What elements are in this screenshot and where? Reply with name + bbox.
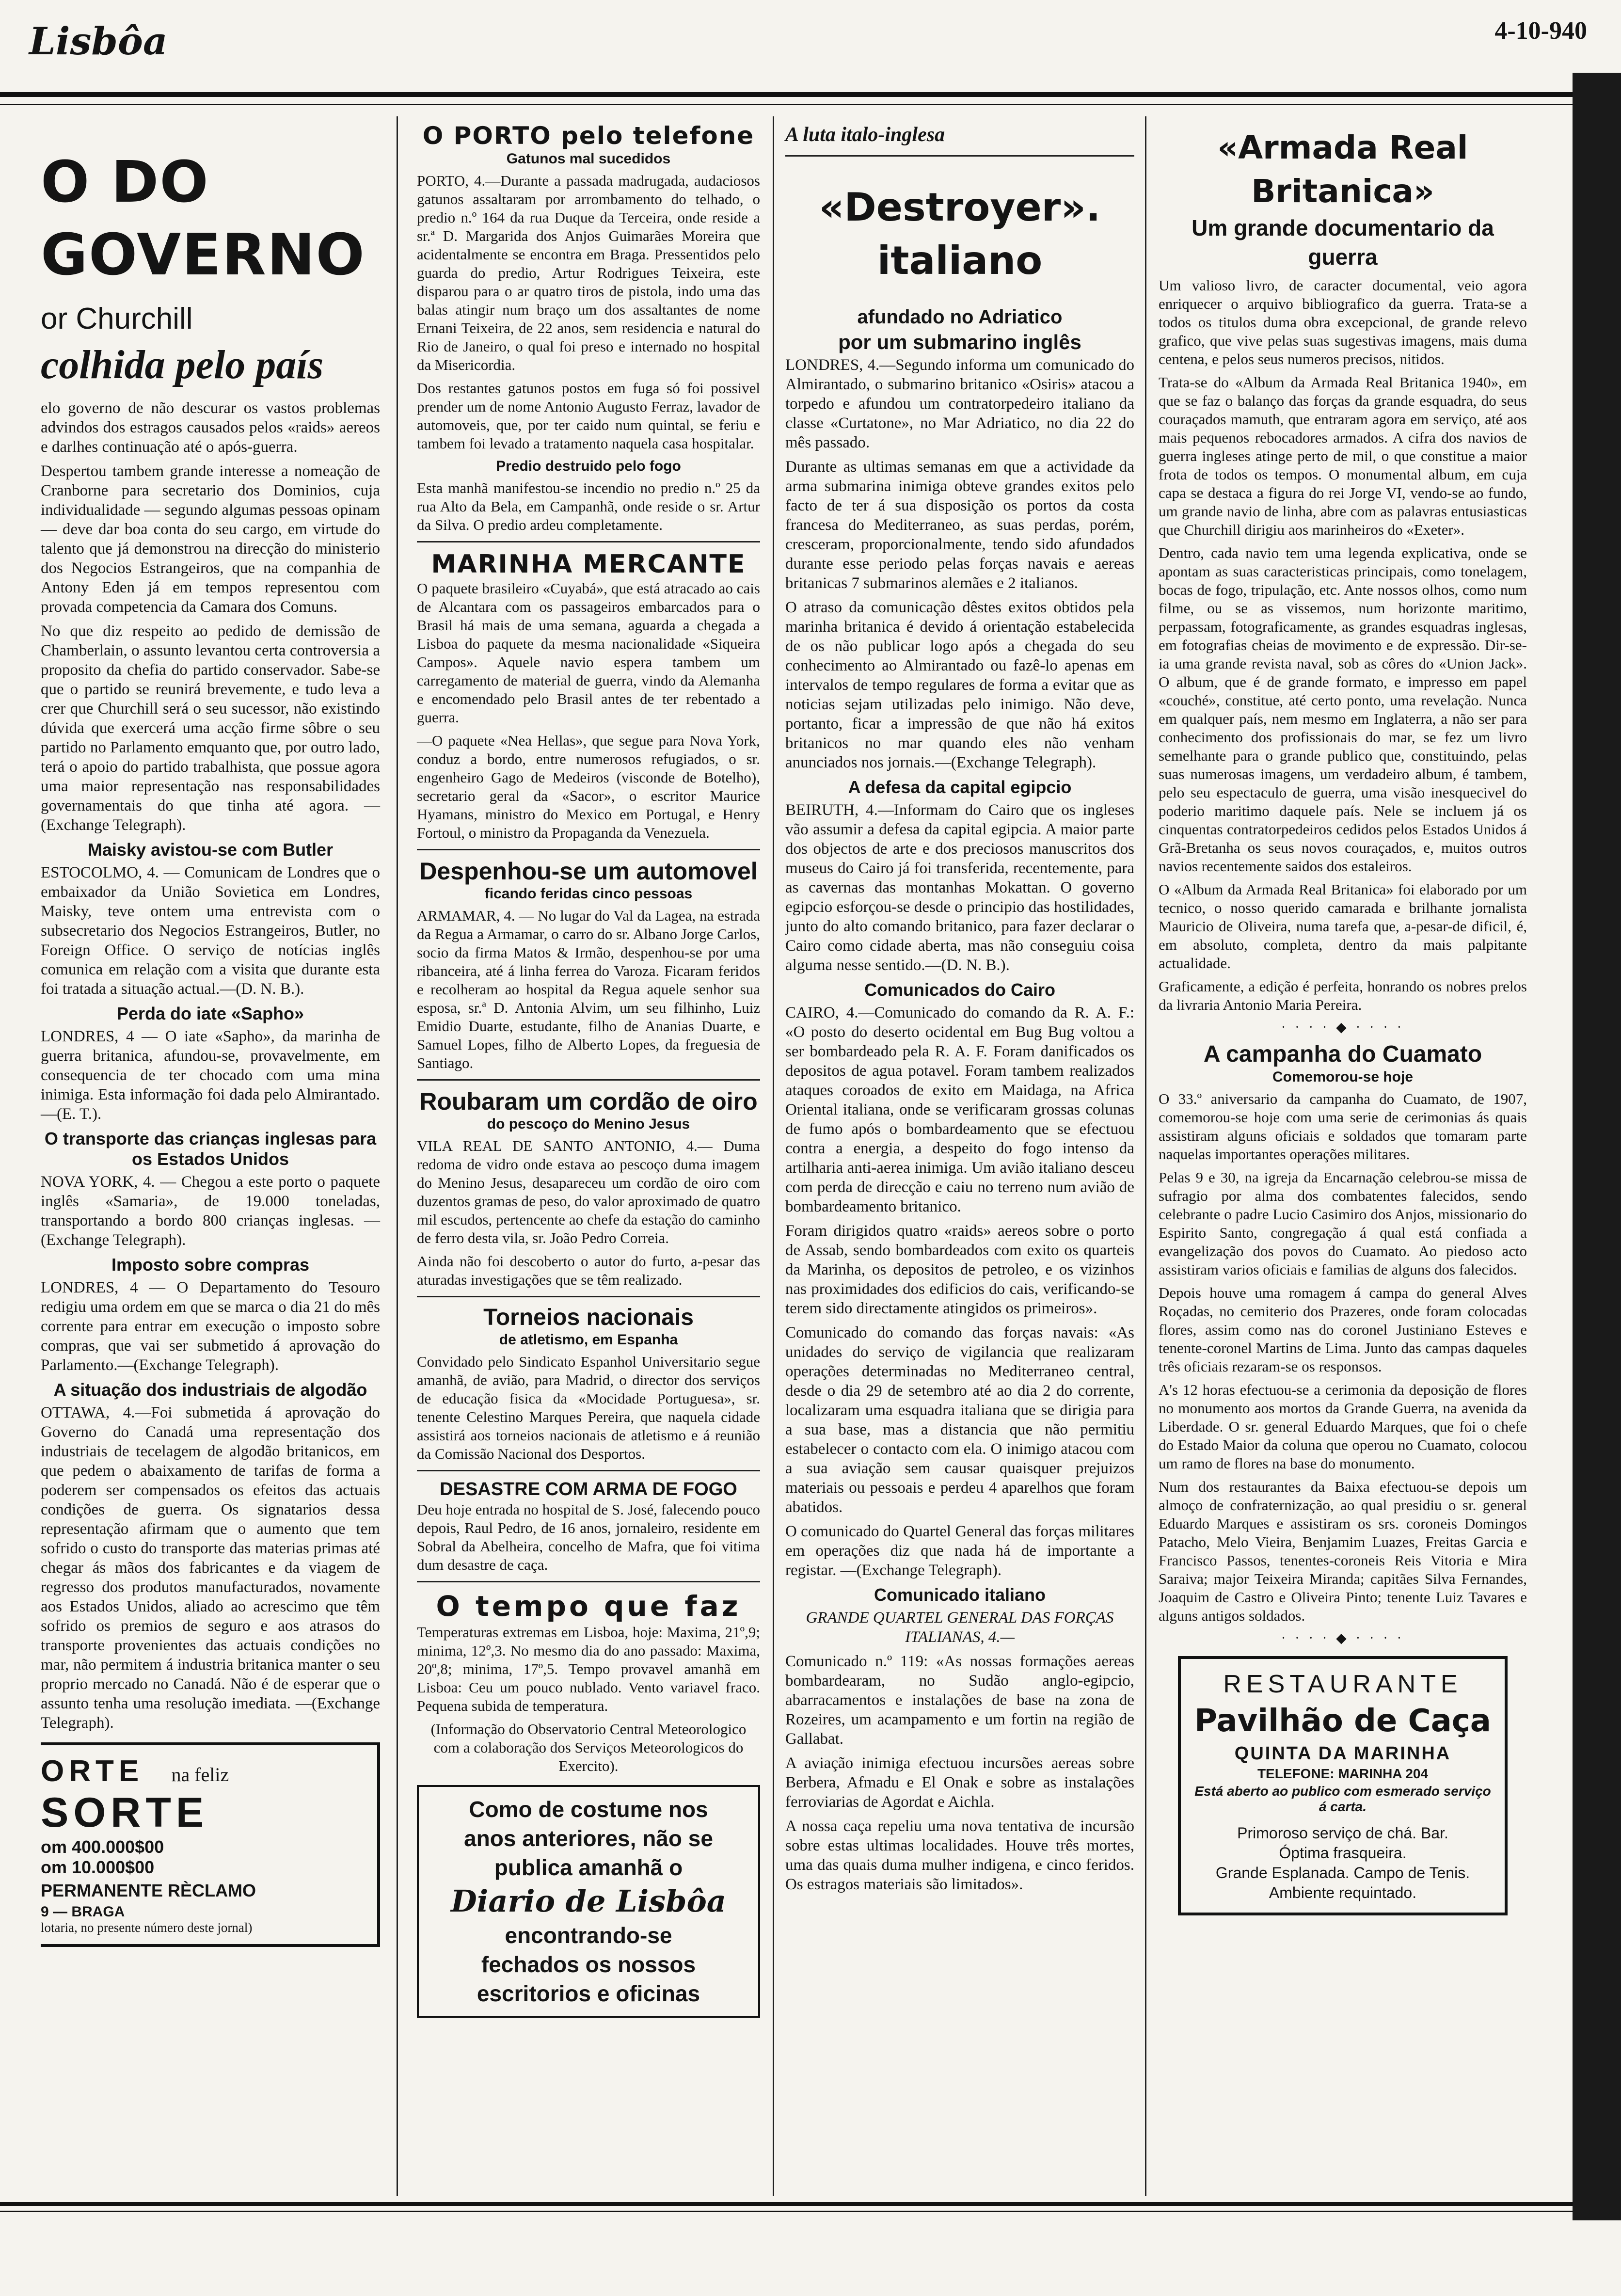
torneios-headline: Torneios nacionais [483, 1305, 694, 1330]
article-text: Dos restantes gatunos postos em fuga só foi possivel prender um de nome Antonio Augusto Ferraz, lavador de automoveis, que, por ter caido num quintal, se feriu e tambem foi levado a tratamento naquela casa hospitalar. [417, 380, 760, 452]
article-title: Perda do iate «Sapho» [116, 1004, 304, 1023]
article-text: ARMAMAR, 4. — No lugar do Val da Lagea, na estrada da Regua a Armamar, o carro do sr. Albano Jorge Carlos, socio da firma Matos & Irmão, despenhou-se por uma ribanceira, até á linha ferrea do Varoza. Ficaram feridos e recolheram ao hospital da Regua aquele senhor sua esposa, sr.ª D. Antonia Alvim, um seu filhinho, Luiz Emidio Duarte, estudante, filho de Ananias Duarte, e Samuel Lopes, filho de Alberto Lopes, da freguesia de Santiago. [417, 907, 760, 1071]
column-2 [417, 116, 760, 2018]
bottom-rule [0, 2202, 1573, 2206]
article-text: Trata-se do «Album da Armada Real Britanica 1940», em que se faz o balanço das forças da grande esquadra, do seus couraçados mamuth, que entraram agora em serviço, até aos mais pequenos rebocadores armados. A cifra dos navios de guerra ingleses atinge perto de mil, o que constitue a maior frota de todos os tempos. O monumental album, em cuja capa se destaca a figura do rei Jorge VI, vendo-se ao fundo, um grande navio de linha, abre com as palavras entusiasticas que Churchill dirigiu aos marinheiros do «Exeter». [1159, 374, 1527, 538]
article-text: Ainda não foi descoberto o autor do furto, a-pesar das aturadas investigações que se têm realizado. [417, 1253, 760, 1288]
lottery-ad-line: lotaria, no presente número deste jornal) [41, 1920, 253, 1935]
separator [417, 1296, 760, 1297]
article-title: Imposto sobre compras [111, 1255, 310, 1275]
article-text: LONDRES, 4 — O iate «Sapho», da marinha de guerra britanica, afundou-se, provavelmente, em consequencia de ter chocado com uma mina inimiga. Esta informação foi dada pelo Almirantado.—(E. T.). [41, 1028, 380, 1123]
separator [785, 155, 1134, 157]
lottery-ad-line: SORTE [41, 1789, 209, 1836]
bottom-rule-thin [0, 2211, 1573, 2212]
weather-source: (Informação do Observatorio Central Meteorologico com a colaboração dos Serviços Meteorologicos do Exercito). [430, 1721, 747, 1774]
restaurant-ad-line: Óptima frasqueira. [1279, 1844, 1407, 1862]
article-text: O 33.º aniversario da campanha do Cuamato, de 1907, comemorou-se hoje com uma serie de cerimonias ás quais assistiram alguns oficiais e soldados que tomaram parte naquelas importantes operações militares. [1159, 1090, 1527, 1163]
body-paragraph: No que diz respeito ao pedido de demissão de Chamberlain, o assunto levantou certa controversia a proposito da chefia do partido conservador. Sabe-se que o partido se reunirá brevemente, e tudo leva a crer que Churchill será o seu sucessor, não existindo dúvida que exercerá uma acção firme sôbre o seu partido no Parlamento emquanto que, por outro lado, terá o apoio do partido trabalhista, que possue agora uma maior representação nas responsabilidades governamentais do que tinha até agora. — (Exchange Telegraph). [41, 622, 380, 834]
separator [417, 849, 760, 850]
top-rule-thin [0, 104, 1573, 105]
page-edge-bar [1573, 73, 1621, 2220]
notice-line: anos anteriores, não se [464, 1826, 713, 1851]
article-text: Foram dirigidos quatro «raids» aereos sobre o porto de Assab, sendo bombardeados com exito os quarteis da Marinha, os depositos de petroleo, e os vizinhos nas proximidades dos edificios do cais, verificando-se terem sido directamente atingidos os primeiros». [785, 1222, 1134, 1317]
column-1 [41, 116, 380, 1947]
automovel-headline: Despenhou-se um automovel [419, 858, 758, 885]
body-paragraph: elo governo de não descurar os vastos problemas advindos dos estragos causados pelos «raids» aereos e darlhes continuação até o após-guerra. [41, 399, 380, 456]
article-text: VILA REAL DE SANTO ANTONIO, 4.— Duma redoma de vidro onde estava ao pescoço duma imagem do Menino Jesus, desapareceu um cordão de oiro com duzentos gramas de peso, do valor aproximado de quatro mil escudos, pertencente ao chefe da estação do caminho de ferro desta vila, sr. João Pedro Correia. [417, 1137, 760, 1246]
notice-line: fechados os nossos [481, 1952, 696, 1977]
article-text: Um valioso livro, de caracter documental, veio agora enriquecer o arquivo bibliografico da guerra. Trata-se a todos os titulos duma obra excepcional, de grande relevo grafico, que vive pelas suas sugestivas imagens, mais duma centena, e pelos seus numeros precisos, nitidos. [1159, 277, 1527, 367]
body-paragraph: Despertou tambem grande interesse a nomeação de Cranborne para secretario dos Dominios, cuja individualidade — segundo algumas pessoas opinam — deve dar boa conta do seu cargo, em virtude do talento que já demonstrou na direcção do ministerio dos Negocios Estrangeiros, que na companhia de Antony Eden já em tempos representou com provada competencia da Camara dos Comuns. [41, 462, 380, 616]
article-title: Maisky avistou-se com Butler [87, 840, 334, 860]
weather-text: Temperaturas extremas em Lisboa, hoje: Maxima, 21º,9; minima, 12º,3. No mesmo dia do ano passado: Maxima, 20º,8; minima, 17º,5. Tempo provavel amanhã em Lisboa: Ceu um pouco nublado. Vento variavel fraco. Pequena subida de temperatura. [417, 1624, 760, 1714]
column-divider-1 [397, 116, 398, 2196]
armada-subhead: Um grande documentario da guerra [1192, 215, 1494, 270]
article-subtitle: ficando feridas cinco pessoas [484, 886, 693, 902]
lottery-ad [41, 1742, 380, 1947]
notice-line: Como de costume nos [469, 1797, 708, 1822]
ornamental-divider: · · · · ◆ · · · · [1281, 1631, 1405, 1646]
restaurant-ad-line: TELEFONE: MARINHA 204 [1257, 1766, 1429, 1781]
article-text: Durante as ultimas semanas em que a actividade da arma submarina inimiga obteve grandes exitos pelo facto de ter á sua disposição os portos da costa francesa do Mediterraneo, as suas perdas, porém, cresceram, proporcionalmente, tendo sido afundados durante esse periodo pelas forças navais e aereas britanicas 7 submarinos alemães e 2 italianos. [785, 458, 1134, 592]
restaurant-ad [1178, 1656, 1508, 1915]
article-title: O transporte das crianças inglesas para os Estados Unidos [44, 1129, 377, 1169]
destroyer-headline: «Destroyer». italiano [819, 185, 1101, 283]
porto-headline: O PORTO pelo telefone [422, 122, 755, 150]
lottery-ad-line: ORTE [41, 1754, 144, 1788]
article-text: A aviação inimiga efectuou incursões aereas sobre Berbera, Afmadu e El Onak e sobre as instalações ferroviarias de Agordat e Aichla. [785, 1754, 1134, 1811]
article-title: A situação dos industriais de algodão [53, 1380, 367, 1400]
marinha-headline: MARINHA MERCANTE [431, 550, 746, 579]
restaurant-ad-line: QUINTA DA MARINHA [1234, 1743, 1451, 1764]
article-text: A's 12 horas efectuou-se a cerimonia da deposição de flores no monumento aos mortos da Grande Guerra, na avenida da Liberdade. O sr. general Eduardo Marques, que foi o chefe do Estado Maior da coluna que operou no Cuamato, colocou um ramo de flores na base do monumento. [1159, 1381, 1527, 1472]
notice-line: encontrando-se [505, 1923, 672, 1948]
lottery-ad-line: na feliz [171, 1764, 229, 1786]
article-text: Dentro, cada navio tem uma legenda explicativa, onde se apontam as suas caracteristicas principais, como tonelagem, bocas de fogo, tripulação, etc. Ante nossos olhos, como num filme, ou se as vissemos, num horizonte maritimo, perpassam, fotograficamente, as grandes esquadras inglesas, em fotografias cheias de movimento e de expressão. Dir-se-ia uma grande revista naval, sob as côres do «Union Jack». O album, que é de grande formato, e impresso em papel «couché», constitue, até certo ponto, uma revelação. Nunca em qualquer país, nem mesmo em Inglaterra, a não ser para conhecimento dos profissionais do mar, se fez um livro semelhante para o grande publico que, constituindo, pelas suas numerosas imagens, um verdadeiro album, é tambem, pelo seu espectaculo de guerra, uma visão inesquecivel do poderio maritimo daquele país. Nele se incluem já os cinquentas contratorpedeiros cedidos pelos Estados Unidos á Grã-Bretanha os seus novos couraçados, e, muitos outros navios recentemente saidos dos estaleiros. [1159, 544, 1527, 875]
cuamato-headline: A campanha do Cuamato [1203, 1041, 1482, 1067]
article-subtitle: Comemorou-se hoje [1272, 1069, 1414, 1085]
article-text: Graficamente, a edição é perfeita, honrando os nobres prelos da livraria Antonio Maria Pereira. [1159, 978, 1527, 1013]
notice-line: escritorios e oficinas [477, 1981, 700, 2006]
article-text: CAIRO, 4.—Comunicado do comando da R. A. F.: «O posto do deserto ocidental em Bug Bug voltou a ser bombardeado pela R. A. F. Foram danificados os depositos de agua potavel. Foram tambem realizados ataques coroados de exito em Maidaga, na Africa Oriental italiana, onde se verificaram grossas colunas de fumo após o bombardeamento que se efectuou contra a energia, a despeito do fogo intenso da artilharia anti-aerea inimiga. Um avião italiano desceu com perda de direcção e caiu no terreno num avião de bombardeamento britanico. [785, 1004, 1134, 1215]
article-text: ESTOCOLMO, 4. — Comunicam de Londres que o embaixador da União Sovietica em Londres, Maisky, teve ontem uma entrevista com o subsecretario dos Negocios Estrangeiros, Butler, no Foreign Office. O serviço de notícias inglês comunica em relação com a visita que durante esta foi tratada a situação actual.—(D. N. B.). [41, 864, 380, 998]
column-3 [785, 116, 1134, 1899]
restaurant-ad-name: Pavilhão de Caça [1194, 1703, 1491, 1739]
column-divider-3 [1145, 116, 1146, 2196]
separator [417, 541, 760, 542]
article-text: O paquete brasileiro «Cuyabá», que está atracado ao cais de Alcantara com os passageiros embarcados para o Brasil há mais de uma semana, aguarda a chegada a Lisboa do paquete da mesma nacionalidade «Siqueira Campos». Aquele navio espera tambem um carregamento de material de guerra, vindo da Alemanha e encomendado pelo Brasil antes de ter rebentado a guerra. [417, 580, 760, 726]
lottery-ad-line: om 10.000$00 [41, 1857, 155, 1877]
notice-line: publica amanhã o [494, 1855, 683, 1880]
article-text: Convidado pelo Sindicato Espanhol Universitario segue amanhã, de avião, para Madrid, o director dos serviços de educação fisica da «Mocidade Portuguesa», sr. tenente Celestino Marques Pereira, que naquela cidade assistirá aos torneios nacionais de atletismo e á reunião da Comissão Nacional dos Desportos. [417, 1353, 760, 1462]
article-text: PORTO, 4.—Durante a passada madrugada, audaciosos gatunos assaltaram por arrombamento do telhado, o predio n.º 164 da rua Duque da Terceira, onde reside a sr.ª D. Margarida dos Anjos Guimarães Moreira que acidentalmente se encontra em Braga. Pressentidos pelo guarda do predio, Artur Rodrigues Teixeira, este disparou para o ar quatro tiros de pistola, indo uma das balas atingir num braço um dos assaltantes de nome Ernani Teixeira, de 22 anos, sem residencia e natural do Rio de Janeiro, o qual foi preso e internado no hospital da Misericordia. [417, 172, 760, 373]
article-subtitle: Gatunos mal sucedidos [506, 151, 671, 167]
war-kicker: A luta italo-inglesa [785, 124, 945, 146]
article-text: Num dos restaurantes da Baixa efectuou-se depois um almoço de confraternização, ao qual presidiu o sr. general Eduardo Marques e assistiram os srs. coroneis Domingos Patacho, Melo Vieira, Benjamim Luazes, Freitas Garcia e Francisco Passos, tenentes-coroneis Reis Vitoria e Mira Saraiva; major Teixeira Miranda; capitães Silva Fernandes, Joaquim de Castro e Oliveira Pinto; tenente Luiz Tavares e alguns antigos soldados. [1159, 1478, 1527, 1624]
article-text: Depois houve uma romagem á campa do general Alves Roçadas, no cemiterio dos Prazeres, onde foram colocadas flores, assim como nas do coronel Justiniano Esteves e tenente-coronel Martins de Lima. Junto das campas daqueles três oficiais rezaram-se os responsos. [1159, 1284, 1527, 1375]
article-text: Deu hoje entrada no hospital de S. José, falecendo pouco depois, Raul Pedro, de 16 anos, jornaleiro, residente em Sobral da Abelheira, concelho de Mafra, que foi vitima dum desastre de caça. [417, 1501, 760, 1573]
weather-headline: O tempo que faz [436, 1590, 741, 1623]
article-text: BEIRUTH, 4.—Informam do Cairo que os ingleses vão assumir a defesa da capital egipcia. A maior parte dos objectos de arte e dos preciosos manuscritos dos museus do Cairo já foi transferida, recentemente, para as cavernas das montanhas Mokattan. O governo egipcio esforçou-se desde o principio das hostilidades, junto do alto comando britanico, para fazer declarar o Cairo como cidade aberta, mas não conseguiu coisa alguma nesse sentido.—(D. N. B.). [785, 801, 1134, 974]
cordao-headline: Roubaram um cordão de oiro [419, 1088, 758, 1115]
armada-headline: «Armada Real Britanica» [1217, 129, 1468, 210]
article-title: Comunicados do Cairo [864, 980, 1056, 1000]
article-title: Comunicado italiano [874, 1585, 1046, 1605]
article-text: Comunicado do comando das forças navais: «As unidades do serviço de vigilancia que realizaram operações determinadas no Mediterraneo central, desde o dia 29 de setembro até ao dia 2 do corrente, localizaram uma esquadra italiana que se dirigia para a sua base, mas a distancia que não permitiu estabelecer o contacto com ela. O inimigo atacou com a sua aviação sem causar quaisquer prejuizos materiais ou pessoais e perdeu 4 aparelhos que foram abatidos. [785, 1324, 1134, 1516]
column-divider-2 [773, 116, 774, 2196]
article-subtitle: Predio destruido pelo fogo [496, 458, 681, 474]
article-lead: GRANDE QUARTEL GENERAL DAS FORÇAS ITALIANAS, 4.— [806, 1609, 1114, 1646]
article-subtitle: do pescoço do Menino Jesus [487, 1116, 690, 1132]
article-text: Pelas 9 e 30, na igreja da Encarnação celebrou-se missa de sufragio por alma dos combatentes falecidos, sendo celebrante o padre Lucio Casimiro dos Anjos, missionario do Espirito Santo, congregação á qual está confiada a evangelização dos povos do Cuamato. Ao piedoso acto assistiram varios oficiais e familias de alguns dos falecidos. [1159, 1169, 1527, 1278]
lottery-ad-line: om 400.000$00 [41, 1837, 164, 1857]
article-text: LONDRES, 4 — O Departamento do Tesouro redigiu uma ordem em que se marca o dia 21 do mês corrente para entrar em execução o imposto sobre compras, que vai ser submetido á aprovação do Parlamento.—(Exchange Telegraph). [41, 1279, 380, 1374]
ornamental-divider: · · · · ◆ · · · · [1281, 1020, 1405, 1035]
restaurant-ad-line: Grande Esplanada. Campo de Tenis. [1215, 1864, 1470, 1881]
article-text: Esta manhã manifestou-se incendio no predio n.º 25 da rua Alto da Bela, em Campanhã, onde reside o sr. Artur da Silva. O predio ardeu completamente. [417, 479, 760, 533]
separator [417, 1581, 760, 1582]
article-text: OTTAWA, 4.—Foi submetida á aprovação do Governo do Canadá uma representação dos industriais de tecelagem de algodão britanicos, em que pedem o abaixamento de tarifas de forma a poderem ser compensados os efeitos das actuais condições de guerra. Os signatarios dessa representação afirmam que o aumento que tem sofrido o custo do transporte das materias primas até chegar ás mãos dos fabricantes e da viagem de regresso dos produtos manufacturados, novamente aos Estados Unidos, aliado ao acrescimo que têm sofrido os premios de seguro e aos atrasos do transporte provenientes das actuais condições no mar, não permitem á industria britanica manter o seu proprio mercado no Canadá. Não é de esperar que o assunto tenha uma resolução imediata. —(Exchange Telegraph). [41, 1404, 380, 1732]
article-text: —O paquete «Nea Hellas», que segue para Nova York, conduz a bordo, entre numerosos refugiados, o sr. engenheiro Gago de Medeiros (visconde de Botelho), secretario geral da «Sacor», o escritor Maurice Hyamans, ministro do Mexico em Portugal, e Henry Fortoul, o ministro da Propaganda da Venezuela. [417, 732, 760, 841]
article-subtitle: de atletismo, em Espanha [499, 1332, 678, 1348]
article-text: O «Album da Armada Real Britanica» foi elaborado por um tecnico, o nosso querido camarada e brilhante jornalista Mauricio de Oliveira, numa tarefa que, a-pesar-de dificil, é, em absoluto, completa, dentro da mais palpitante actualidade. [1159, 881, 1527, 972]
government-headline: O DO GOVERNO [41, 148, 366, 288]
separator [417, 1470, 760, 1471]
restaurant-ad-line: Ambiente requintado. [1269, 1884, 1417, 1901]
masthead-city: Lisbôa [29, 19, 168, 64]
notice-paper-name: Diario de Lisbôa [451, 1883, 726, 1919]
churchill-byline: or Churchill [41, 302, 193, 335]
article-text: O atraso da comunicação dêstes exitos obtidos pela marinha britanica é devido á orientação estabelecida de os não publicar logo após a chegada do seu conhecimento ao Almirantado ou fazê-lo apenas em intervalos de tempo regulares de forma a evitar que as noticias sejam utilizadas pelo inimigo. Não deve, portanto, ficar a impressão de que não há exitos britanicos no mar quando eles não venham anunciados nos jornais.—(Exchange Telegraph). [785, 599, 1134, 771]
masthead-date: 4-10-940 [1494, 17, 1587, 45]
top-rule [0, 92, 1573, 97]
holiday-notice [417, 1785, 760, 2018]
article-text: NOVA YORK, 4. — Chegou a este porto o paquete inglês «Samaria», de 19.000 toneladas, transportando a bordo 800 crianças inglesas. — (Exchange Telegraph). [41, 1173, 380, 1249]
desastre-headline: DESASTRE COM ARMA DE FOGO [440, 1479, 737, 1499]
restaurant-ad-line: RESTAURANTE [1223, 1670, 1462, 1698]
restaurant-ad-line: Está aberto ao publico com esmerado serviço á carta. [1194, 1784, 1491, 1814]
lottery-ad-line: PERMANENTE RÈCLAMO [41, 1881, 256, 1900]
article-title: A defesa da capital egipcio [848, 777, 1072, 797]
lottery-ad-line: 9 — BRAGA [41, 1904, 125, 1920]
article-subtitle: afundado no Adriatico [857, 306, 1063, 328]
article-text: Comunicado n.º 119: «As nossas formações aereas bombardearam, no Sudão anglo-egipcio, abarracamentos e instalações de base na zona de Rozeires, um acampamento e um fortin na região de Gallabat. [785, 1653, 1134, 1748]
restaurant-ad-line: Primoroso serviço de chá. Bar. [1237, 1824, 1448, 1842]
article-text: A nossa caça repeliu uma nova tentativa de incursão sobre estas ultimas localidades. Houve três mortes, uma das quais duma mulher indigena, e cinco feridos. Os estragos materiais são limitados». [785, 1818, 1134, 1893]
article-text: O comunicado do Quartel General das forças militares em operações diz que nada há de importante a registar. —(Exchange Telegraph). [785, 1523, 1134, 1579]
column-4 [1159, 116, 1527, 1915]
article-subtitle: por um submarino inglês [838, 331, 1081, 353]
separator [417, 1079, 760, 1081]
government-subhead: colhida pelo país [41, 342, 324, 387]
article-text: LONDRES, 4.—Segundo informa um comunicado do Almirantado, o submarino britanico «Osiris» atacou a torpedo e afundou um contratorpedeiro italiano da classe «Curtatone», no Mar Adriatico, no dia 22 do mês passado. [785, 356, 1134, 451]
